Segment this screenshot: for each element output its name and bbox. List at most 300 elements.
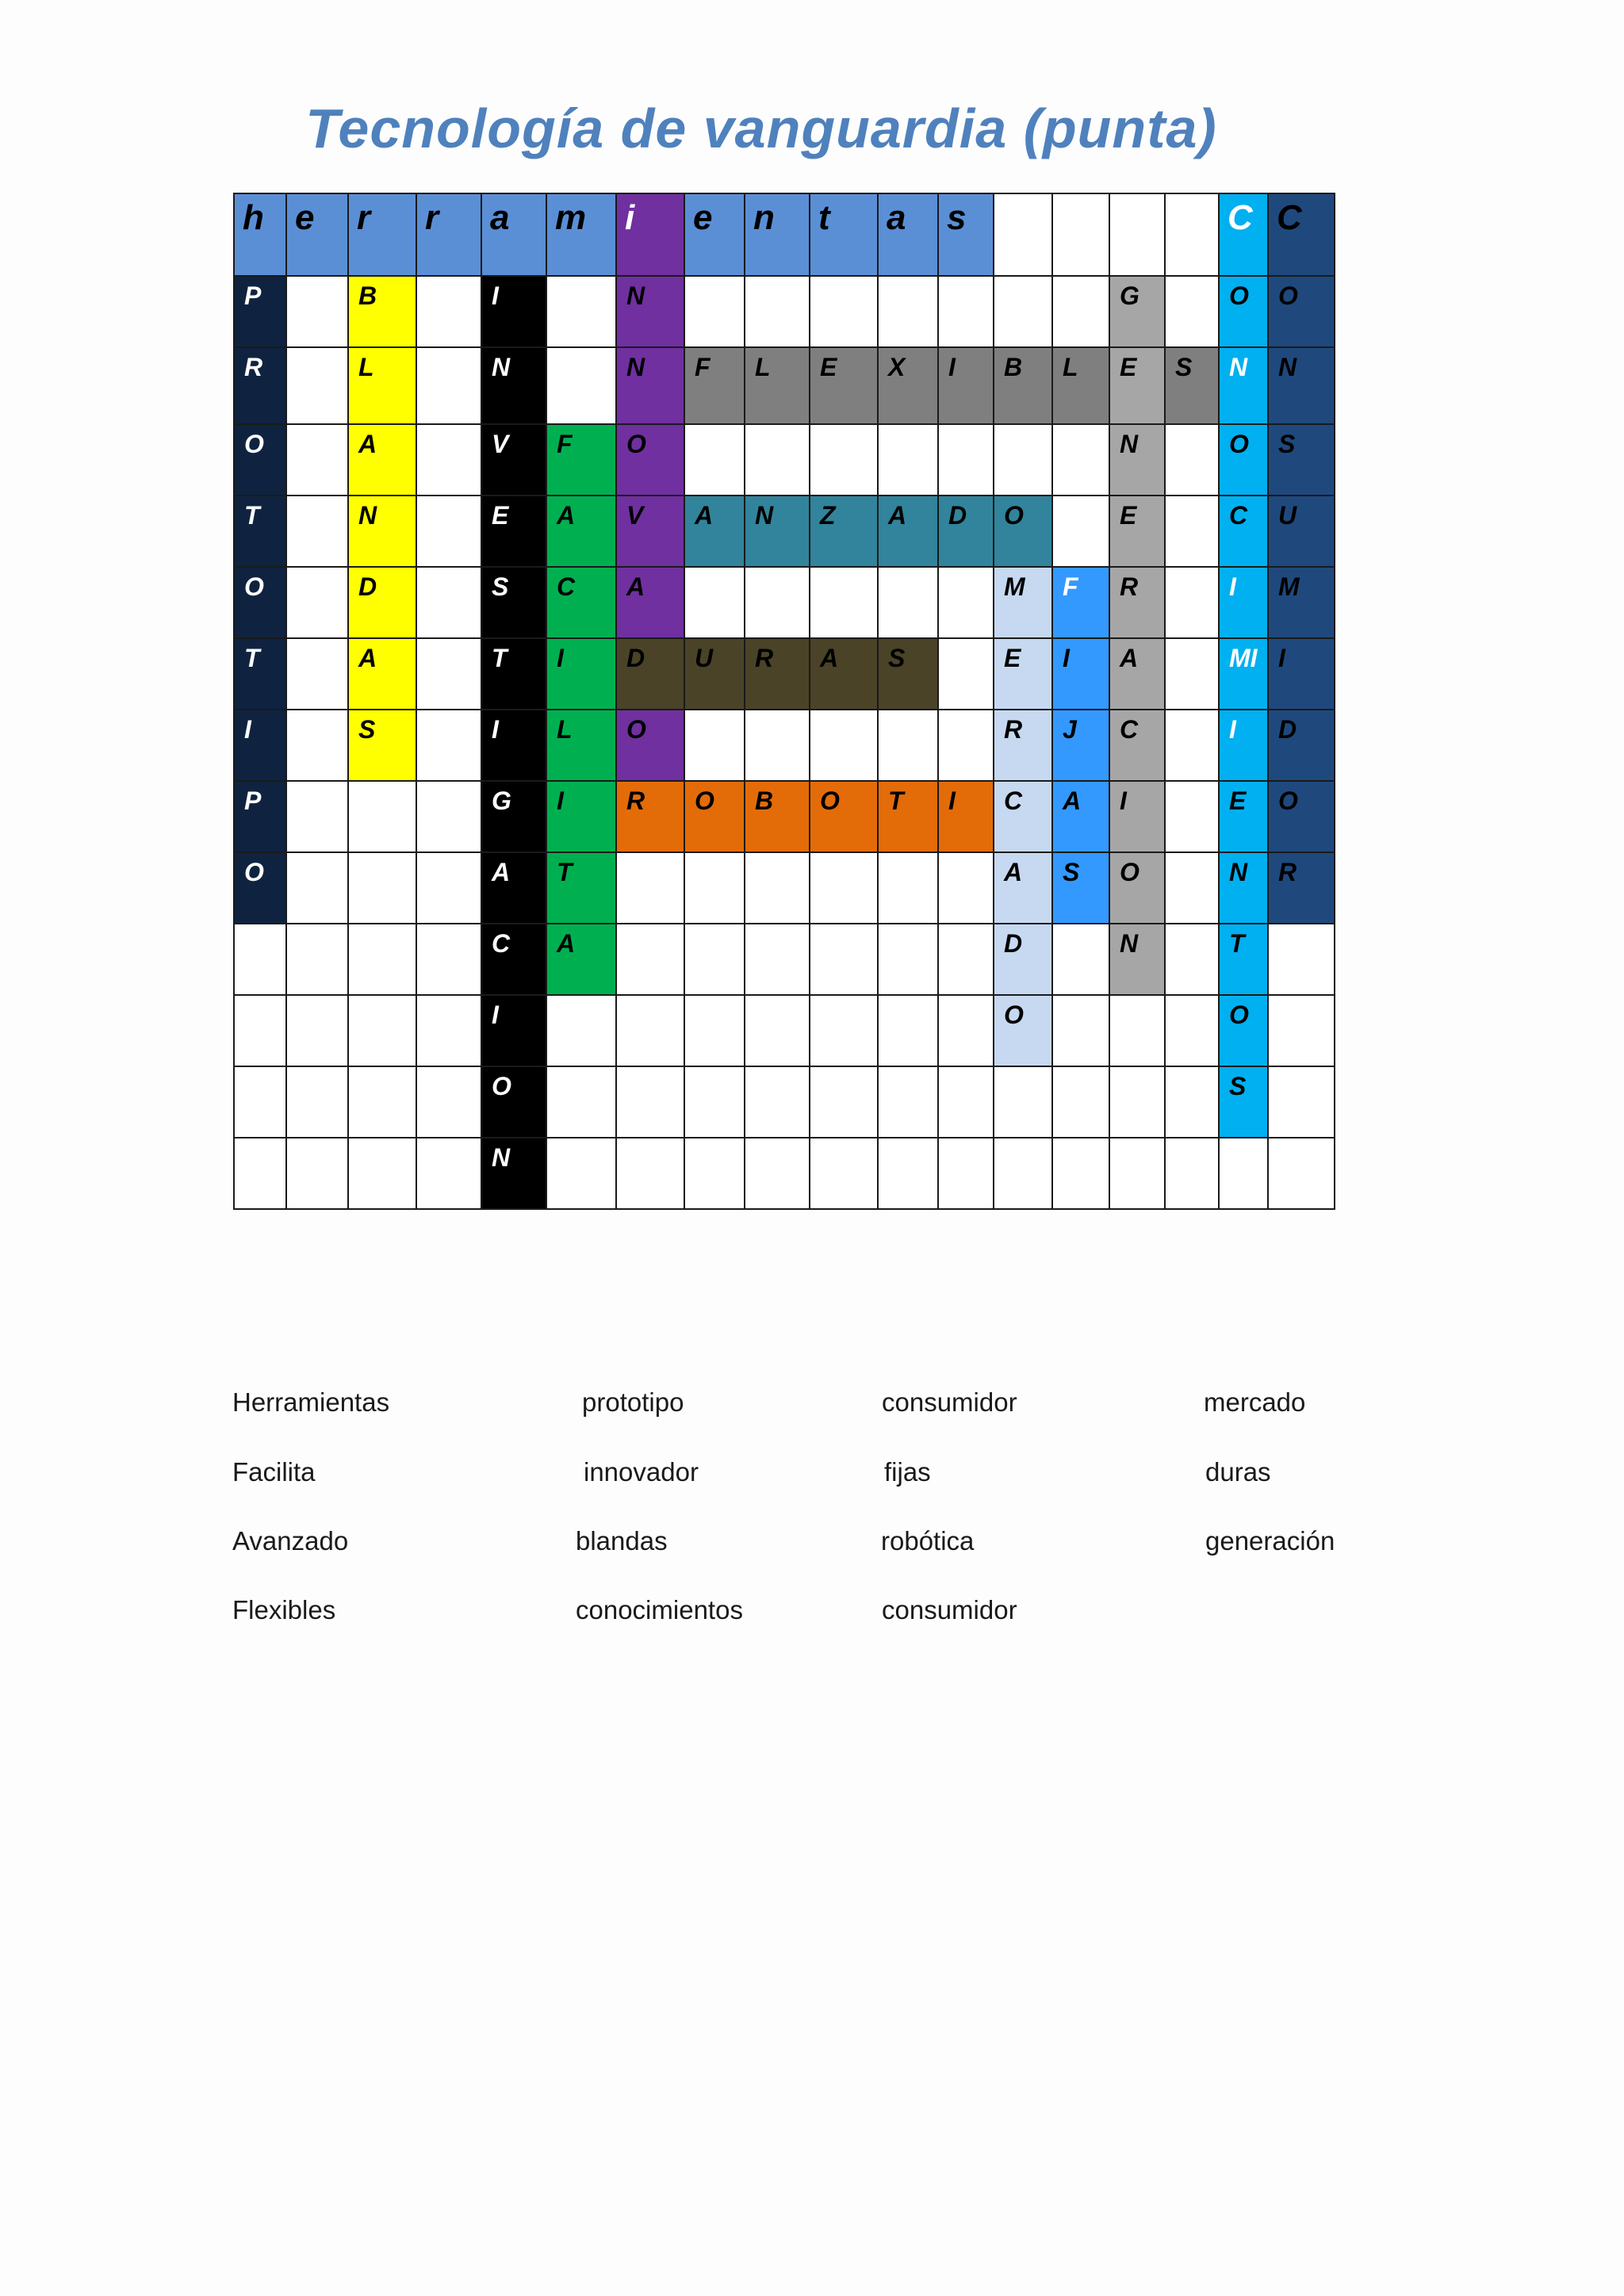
grid-letter: E <box>1120 501 1137 530</box>
grid-letter: N <box>1229 353 1248 381</box>
grid-letter: t <box>818 198 830 237</box>
grid-letter: A <box>888 501 907 530</box>
grid-cell <box>416 496 481 567</box>
grid-letter: G <box>492 786 511 815</box>
word-list-item: Herramientas <box>232 1387 390 1417</box>
grid-cell <box>416 424 481 496</box>
grid-cell <box>1219 924 1268 995</box>
grid-cell <box>1219 496 1268 567</box>
grid-letter: O <box>244 858 264 886</box>
grid-letter: Z <box>820 501 836 530</box>
grid-cell <box>878 852 938 924</box>
grid-cell <box>1219 276 1268 347</box>
grid-letter: E <box>1229 786 1247 815</box>
grid-letter: MI <box>1229 644 1258 672</box>
grid-cell <box>1165 1138 1219 1209</box>
grid-cell <box>546 1138 616 1209</box>
grid-cell <box>994 710 1052 781</box>
grid-cell <box>745 924 810 995</box>
grid-cell <box>878 710 938 781</box>
grid-letter: a <box>490 198 510 237</box>
grid-cell <box>286 852 348 924</box>
grid-cell <box>878 781 938 852</box>
grid-cell <box>745 638 810 710</box>
grid-letter: B <box>358 281 377 310</box>
grid-letter: L <box>1063 353 1078 381</box>
grid-cell <box>684 852 745 924</box>
grid-cell <box>481 347 546 424</box>
grid-cell <box>994 638 1052 710</box>
grid-cell <box>616 496 684 567</box>
grid-cell <box>348 1138 416 1209</box>
grid-letter: C <box>1228 198 1253 237</box>
grid-cell <box>481 781 546 852</box>
grid-cell <box>1109 638 1165 710</box>
grid-cell <box>745 496 810 567</box>
grid-cell <box>234 638 286 710</box>
word-list-item: generación <box>1205 1526 1335 1556</box>
grid-cell <box>684 496 745 567</box>
grid-cell <box>286 496 348 567</box>
grid-cell <box>1219 193 1268 276</box>
grid-cell <box>616 781 684 852</box>
grid-cell <box>234 347 286 424</box>
grid-letter: O <box>1120 858 1139 886</box>
grid-letter: M <box>1004 572 1025 601</box>
grid-letter: D <box>1278 715 1297 744</box>
grid-letter: R <box>244 353 263 381</box>
grid-letter: I <box>1120 786 1127 815</box>
grid-cell <box>616 347 684 424</box>
grid-letter: I <box>1278 644 1285 672</box>
crossword-grid <box>233 193 1335 1210</box>
grid-cell <box>234 995 286 1066</box>
grid-cell <box>994 347 1052 424</box>
grid-cell <box>878 1138 938 1209</box>
grid-cell <box>1109 995 1165 1066</box>
grid-letter: B <box>755 786 774 815</box>
grid-cell <box>1219 567 1268 638</box>
grid-letter: I <box>1063 644 1070 672</box>
grid-cell <box>481 638 546 710</box>
grid-cell <box>286 424 348 496</box>
grid-letter: T <box>244 644 260 672</box>
grid-cell <box>1052 424 1109 496</box>
grid-cell <box>1109 781 1165 852</box>
grid-cell <box>810 193 878 276</box>
page-title: Tecnología de vanguardia (punta) <box>305 98 1217 159</box>
grid-letter: A <box>358 430 377 458</box>
grid-cell <box>1219 852 1268 924</box>
grid-cell <box>1268 567 1335 638</box>
grid-cell <box>938 781 994 852</box>
grid-letter: N <box>1229 858 1248 886</box>
grid-cell <box>994 1066 1052 1138</box>
grid-cell <box>546 924 616 995</box>
grid-letter: T <box>557 858 573 886</box>
grid-cell <box>745 852 810 924</box>
grid-cell <box>878 276 938 347</box>
grid-cell <box>810 995 878 1066</box>
grid-cell <box>684 347 745 424</box>
grid-cell <box>810 638 878 710</box>
grid-cell <box>938 638 994 710</box>
grid-letter: I <box>1229 715 1236 744</box>
grid-cell <box>878 924 938 995</box>
grid-cell <box>938 995 994 1066</box>
grid-letter: O <box>626 430 646 458</box>
grid-letter: A <box>1120 644 1139 672</box>
grid-cell <box>546 276 616 347</box>
grid-cell <box>481 852 546 924</box>
grid-cell <box>616 276 684 347</box>
grid-letter: V <box>492 430 509 458</box>
grid-letter: O <box>1229 430 1249 458</box>
grid-cell <box>616 710 684 781</box>
grid-row <box>234 995 1335 1066</box>
grid-letter: R <box>1278 858 1297 886</box>
grid-row <box>234 710 1335 781</box>
grid-row <box>234 424 1335 496</box>
grid-cell <box>745 781 810 852</box>
grid-cell <box>938 1066 994 1138</box>
grid-cell <box>1052 781 1109 852</box>
grid-letter: A <box>1004 858 1023 886</box>
grid-letter: C <box>557 572 576 601</box>
grid-cell <box>546 424 616 496</box>
grid-letter: A <box>358 644 377 672</box>
grid-cell <box>1219 424 1268 496</box>
grid-letter: I <box>492 281 499 310</box>
grid-row <box>234 924 1335 995</box>
grid-letter: L <box>358 353 374 381</box>
word-list-item: Avanzado <box>232 1526 349 1556</box>
grid-cell <box>481 567 546 638</box>
grid-cell <box>938 924 994 995</box>
grid-cell <box>1052 1066 1109 1138</box>
grid-cell <box>348 1066 416 1138</box>
grid-letter: R <box>755 644 774 672</box>
grid-row <box>234 781 1335 852</box>
grid-cell <box>810 496 878 567</box>
grid-letter: P <box>244 786 262 815</box>
grid-cell <box>938 276 994 347</box>
grid-letter: N <box>1120 430 1139 458</box>
grid-cell <box>938 567 994 638</box>
grid-letter: a <box>887 198 906 237</box>
grid-letter: A <box>626 572 645 601</box>
grid-cell <box>286 276 348 347</box>
grid-row <box>234 567 1335 638</box>
grid-cell <box>994 276 1052 347</box>
grid-cell <box>416 852 481 924</box>
grid-letter: P <box>244 281 262 310</box>
grid-cell <box>1052 567 1109 638</box>
grid-cell <box>616 1138 684 1209</box>
grid-cell <box>348 424 416 496</box>
grid-row <box>234 852 1335 924</box>
grid-cell <box>684 276 745 347</box>
grid-cell <box>1052 496 1109 567</box>
grid-cell <box>1268 424 1335 496</box>
grid-cell <box>938 710 994 781</box>
grid-cell <box>994 567 1052 638</box>
grid-cell <box>810 1066 878 1138</box>
grid-cell <box>234 781 286 852</box>
grid-cell <box>878 424 938 496</box>
grid-cell <box>878 995 938 1066</box>
grid-letter: I <box>492 1001 499 1029</box>
grid-cell <box>745 1066 810 1138</box>
word-list-item: robótica <box>881 1526 975 1556</box>
grid-letter: R <box>1004 715 1023 744</box>
grid-letter: A <box>820 644 839 672</box>
grid-cell <box>286 1066 348 1138</box>
grid-letter: T <box>888 786 904 815</box>
grid-letter: A <box>695 501 714 530</box>
grid-cell <box>994 1138 1052 1209</box>
grid-letter: R <box>1120 572 1139 601</box>
grid-letter: I <box>948 353 956 381</box>
grid-letter: I <box>1229 572 1236 601</box>
grid-cell <box>994 924 1052 995</box>
grid-cell <box>1109 193 1165 276</box>
grid-cell <box>416 347 481 424</box>
grid-letter: F <box>695 353 710 381</box>
grid-cell <box>1109 567 1165 638</box>
grid-letter: O <box>492 1072 511 1100</box>
grid-letter: B <box>1004 353 1023 381</box>
grid-cell <box>348 924 416 995</box>
grid-cell <box>994 496 1052 567</box>
grid-cell <box>348 710 416 781</box>
grid-cell <box>348 567 416 638</box>
grid-cell <box>416 1066 481 1138</box>
grid-letter: M <box>1278 572 1300 601</box>
grid-cell <box>1052 347 1109 424</box>
grid-letter: h <box>243 198 264 237</box>
grid-letter: e <box>693 198 713 237</box>
grid-row <box>234 276 1335 347</box>
grid-cell <box>416 924 481 995</box>
grid-letter: A <box>1063 786 1082 815</box>
grid-row <box>234 1066 1335 1138</box>
grid-letter: O <box>1004 1001 1024 1029</box>
word-list-item: mercado <box>1204 1387 1306 1417</box>
grid-cell <box>546 710 616 781</box>
grid-letter: D <box>948 501 967 530</box>
grid-cell <box>416 276 481 347</box>
grid-letter: S <box>1063 858 1080 886</box>
grid-cell <box>994 995 1052 1066</box>
grid-letter: S <box>1278 430 1296 458</box>
grid-cell <box>1165 638 1219 710</box>
grid-letter: D <box>358 572 377 601</box>
grid-cell <box>684 567 745 638</box>
word-list-item: blandas <box>576 1526 668 1556</box>
grid-cell <box>745 995 810 1066</box>
grid-cell <box>546 995 616 1066</box>
grid-cell <box>1268 496 1335 567</box>
grid-cell <box>745 276 810 347</box>
word-list-item: prototipo <box>582 1387 684 1417</box>
grid-letter: L <box>755 353 771 381</box>
grid-letter: N <box>626 281 645 310</box>
grid-letter: N <box>492 1143 511 1172</box>
grid-cell <box>546 781 616 852</box>
grid-cell <box>878 496 938 567</box>
grid-cell <box>1268 995 1335 1066</box>
grid-cell <box>1219 347 1268 424</box>
grid-letter: r <box>425 198 439 237</box>
grid-cell <box>1165 924 1219 995</box>
grid-cell <box>286 347 348 424</box>
grid-cell <box>810 424 878 496</box>
grid-cell <box>234 924 286 995</box>
grid-cell <box>286 924 348 995</box>
grid-cell <box>348 496 416 567</box>
grid-cell <box>616 638 684 710</box>
grid-cell <box>810 1138 878 1209</box>
grid-cell <box>348 276 416 347</box>
grid-cell <box>878 347 938 424</box>
grid-cell <box>616 1066 684 1138</box>
grid-cell <box>286 567 348 638</box>
grid-cell <box>348 852 416 924</box>
grid-cell <box>616 852 684 924</box>
grid-cell <box>878 638 938 710</box>
grid-cell <box>684 424 745 496</box>
grid-letter: E <box>820 353 837 381</box>
grid-letter: D <box>1004 929 1023 958</box>
grid-letter: I <box>948 786 956 815</box>
grid-cell <box>1268 710 1335 781</box>
grid-letter: N <box>1120 929 1139 958</box>
grid-cell <box>481 1066 546 1138</box>
grid-cell <box>938 424 994 496</box>
grid-row <box>234 347 1335 424</box>
grid-cell <box>1219 995 1268 1066</box>
grid-cell <box>286 1138 348 1209</box>
grid-cell <box>1268 347 1335 424</box>
grid-cell <box>616 995 684 1066</box>
grid-cell <box>1165 781 1219 852</box>
grid-cell <box>684 1066 745 1138</box>
grid-cell <box>1109 1066 1165 1138</box>
grid-letter: S <box>1175 353 1193 381</box>
grid-cell <box>1052 1138 1109 1209</box>
grid-cell <box>1268 193 1335 276</box>
grid-cell <box>286 710 348 781</box>
grid-letter: X <box>888 353 906 381</box>
grid-cell <box>1165 347 1219 424</box>
grid-letter: m <box>555 198 587 237</box>
grid-cell <box>1109 424 1165 496</box>
grid-cell <box>1052 852 1109 924</box>
grid-cell <box>938 193 994 276</box>
grid-letter: E <box>492 501 509 530</box>
grid-letter: i <box>625 198 635 237</box>
word-list-item: Facilita <box>232 1457 316 1487</box>
grid-letter: O <box>244 430 264 458</box>
grid-cell <box>234 424 286 496</box>
grid-letter: T <box>244 501 260 530</box>
grid-letter: O <box>1229 1001 1249 1029</box>
grid-cell <box>234 1066 286 1138</box>
grid-letter: E <box>1004 644 1021 672</box>
grid-letter: S <box>888 644 906 672</box>
grid-cell <box>810 781 878 852</box>
grid-cell <box>1268 638 1335 710</box>
grid-cell <box>616 193 684 276</box>
grid-cell <box>1268 924 1335 995</box>
word-list-item: Flexibles <box>232 1595 336 1624</box>
grid-letter: N <box>626 353 645 381</box>
grid-cell <box>810 710 878 781</box>
grid-cell <box>546 852 616 924</box>
grid-letter: A <box>557 501 576 530</box>
grid-letter: O <box>1004 501 1024 530</box>
grid-cell <box>938 496 994 567</box>
grid-row <box>234 193 1335 276</box>
grid-cell <box>745 567 810 638</box>
grid-cell <box>1052 193 1109 276</box>
grid-cell <box>616 567 684 638</box>
grid-cell <box>684 995 745 1066</box>
grid-cell <box>348 193 416 276</box>
grid-cell <box>810 276 878 347</box>
grid-cell <box>810 852 878 924</box>
grid-cell <box>684 638 745 710</box>
grid-letter: s <box>947 198 967 237</box>
grid-cell <box>1109 276 1165 347</box>
word-list-item: conocimientos <box>576 1595 743 1624</box>
grid-cell <box>616 424 684 496</box>
grid-cell <box>481 1138 546 1209</box>
grid-cell <box>416 710 481 781</box>
grid-letter: r <box>357 198 371 237</box>
grid-cell <box>348 995 416 1066</box>
grid-cell <box>684 1138 745 1209</box>
grid-cell <box>1165 710 1219 781</box>
grid-row <box>234 1138 1335 1209</box>
grid-cell <box>1165 424 1219 496</box>
grid-letter: I <box>557 786 564 815</box>
grid-cell <box>745 710 810 781</box>
grid-letter: F <box>557 430 573 458</box>
grid-cell <box>546 347 616 424</box>
grid-letter: N <box>755 501 774 530</box>
grid-letter: e <box>295 198 315 237</box>
grid-letter: S <box>492 572 509 601</box>
grid-cell <box>994 852 1052 924</box>
grid-letter: O <box>820 786 840 815</box>
grid-cell <box>546 567 616 638</box>
grid-cell <box>1268 1066 1335 1138</box>
grid-cell <box>1165 496 1219 567</box>
grid-letter: C <box>1277 198 1302 237</box>
grid-cell <box>810 567 878 638</box>
grid-letter: O <box>626 715 646 744</box>
grid-cell <box>1268 852 1335 924</box>
grid-cell <box>234 710 286 781</box>
grid-cell <box>1268 781 1335 852</box>
grid-letter: O <box>695 786 714 815</box>
grid-letter: L <box>557 715 573 744</box>
grid-letter: U <box>695 644 714 672</box>
grid-cell <box>416 995 481 1066</box>
grid-cell <box>416 567 481 638</box>
